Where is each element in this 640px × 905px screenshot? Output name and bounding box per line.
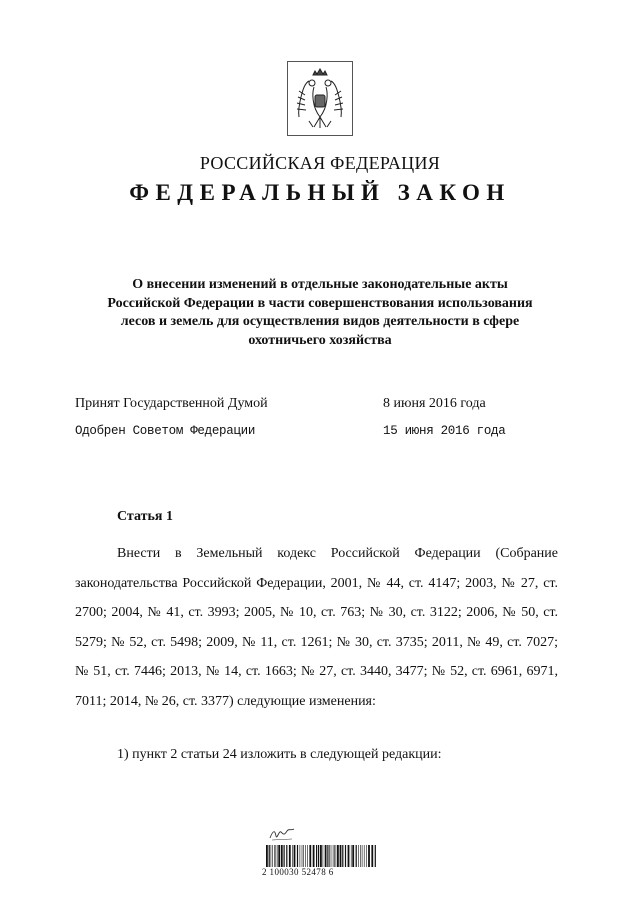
article-paragraph: Внести в Земельный кодекс Российской Федерации (Собрание законодательства Российской Федерации, 2001, № 44, ст. 4147; 2003, № 27, ст. 2700; 2004, № 41, ст. 3993; 2005, № 10, ст. 763; № 30, ст. 3122; 2006, № 50, ст. 5279; № 52, ст. 5498; 2009, № 11, ст. 1261; № 30, ст. 3735; 2011, № 49, ст. 7027; № 51, ст. 7446; 2013, № 14, ст. 1663; № 27, ст. 3440, 3477; № 52, ст. 6961, 6971, 7011; 2014, № 26, ст. 3377) следующие изменения: [75,546,558,709]
council-approval-date: 15 июня 2016 года [383,424,506,438]
country-name: РОССИЙСКАЯ ФЕДЕРАЦИЯ [199,153,441,173]
law-title-line: лесов и земель для осуществления видов деятельности в сфере [120,314,520,329]
duma-adoption-label: Принят Государственной Думой [75,396,268,411]
article-heading: Статья 1 [117,509,173,524]
barcode-number: 2 100030 52478 6 [262,867,334,877]
law-title [60,276,580,350]
signature-mark-icon [268,826,296,842]
document-type: ФЕДЕРАЛЬНЫЙ ЗАКОН [129,180,511,205]
coat-of-arms-icon [287,61,353,136]
article-body [75,539,558,716]
barcode-icon [265,845,377,867]
law-title-line: О внесении изменений в отдельные законодательные акты [132,277,508,292]
law-title-line: Российской Федерации в части совершенствования использования [107,295,533,311]
article-item-1: 1) пункт 2 статьи 24 изложить в следующей редакции: [117,747,442,762]
law-title-line: охотничьего хозяйства [248,332,392,348]
duma-adoption-date: 8 июня 2016 года [383,396,486,411]
council-approval-label: Одобрен Советом Федерации [75,424,256,438]
